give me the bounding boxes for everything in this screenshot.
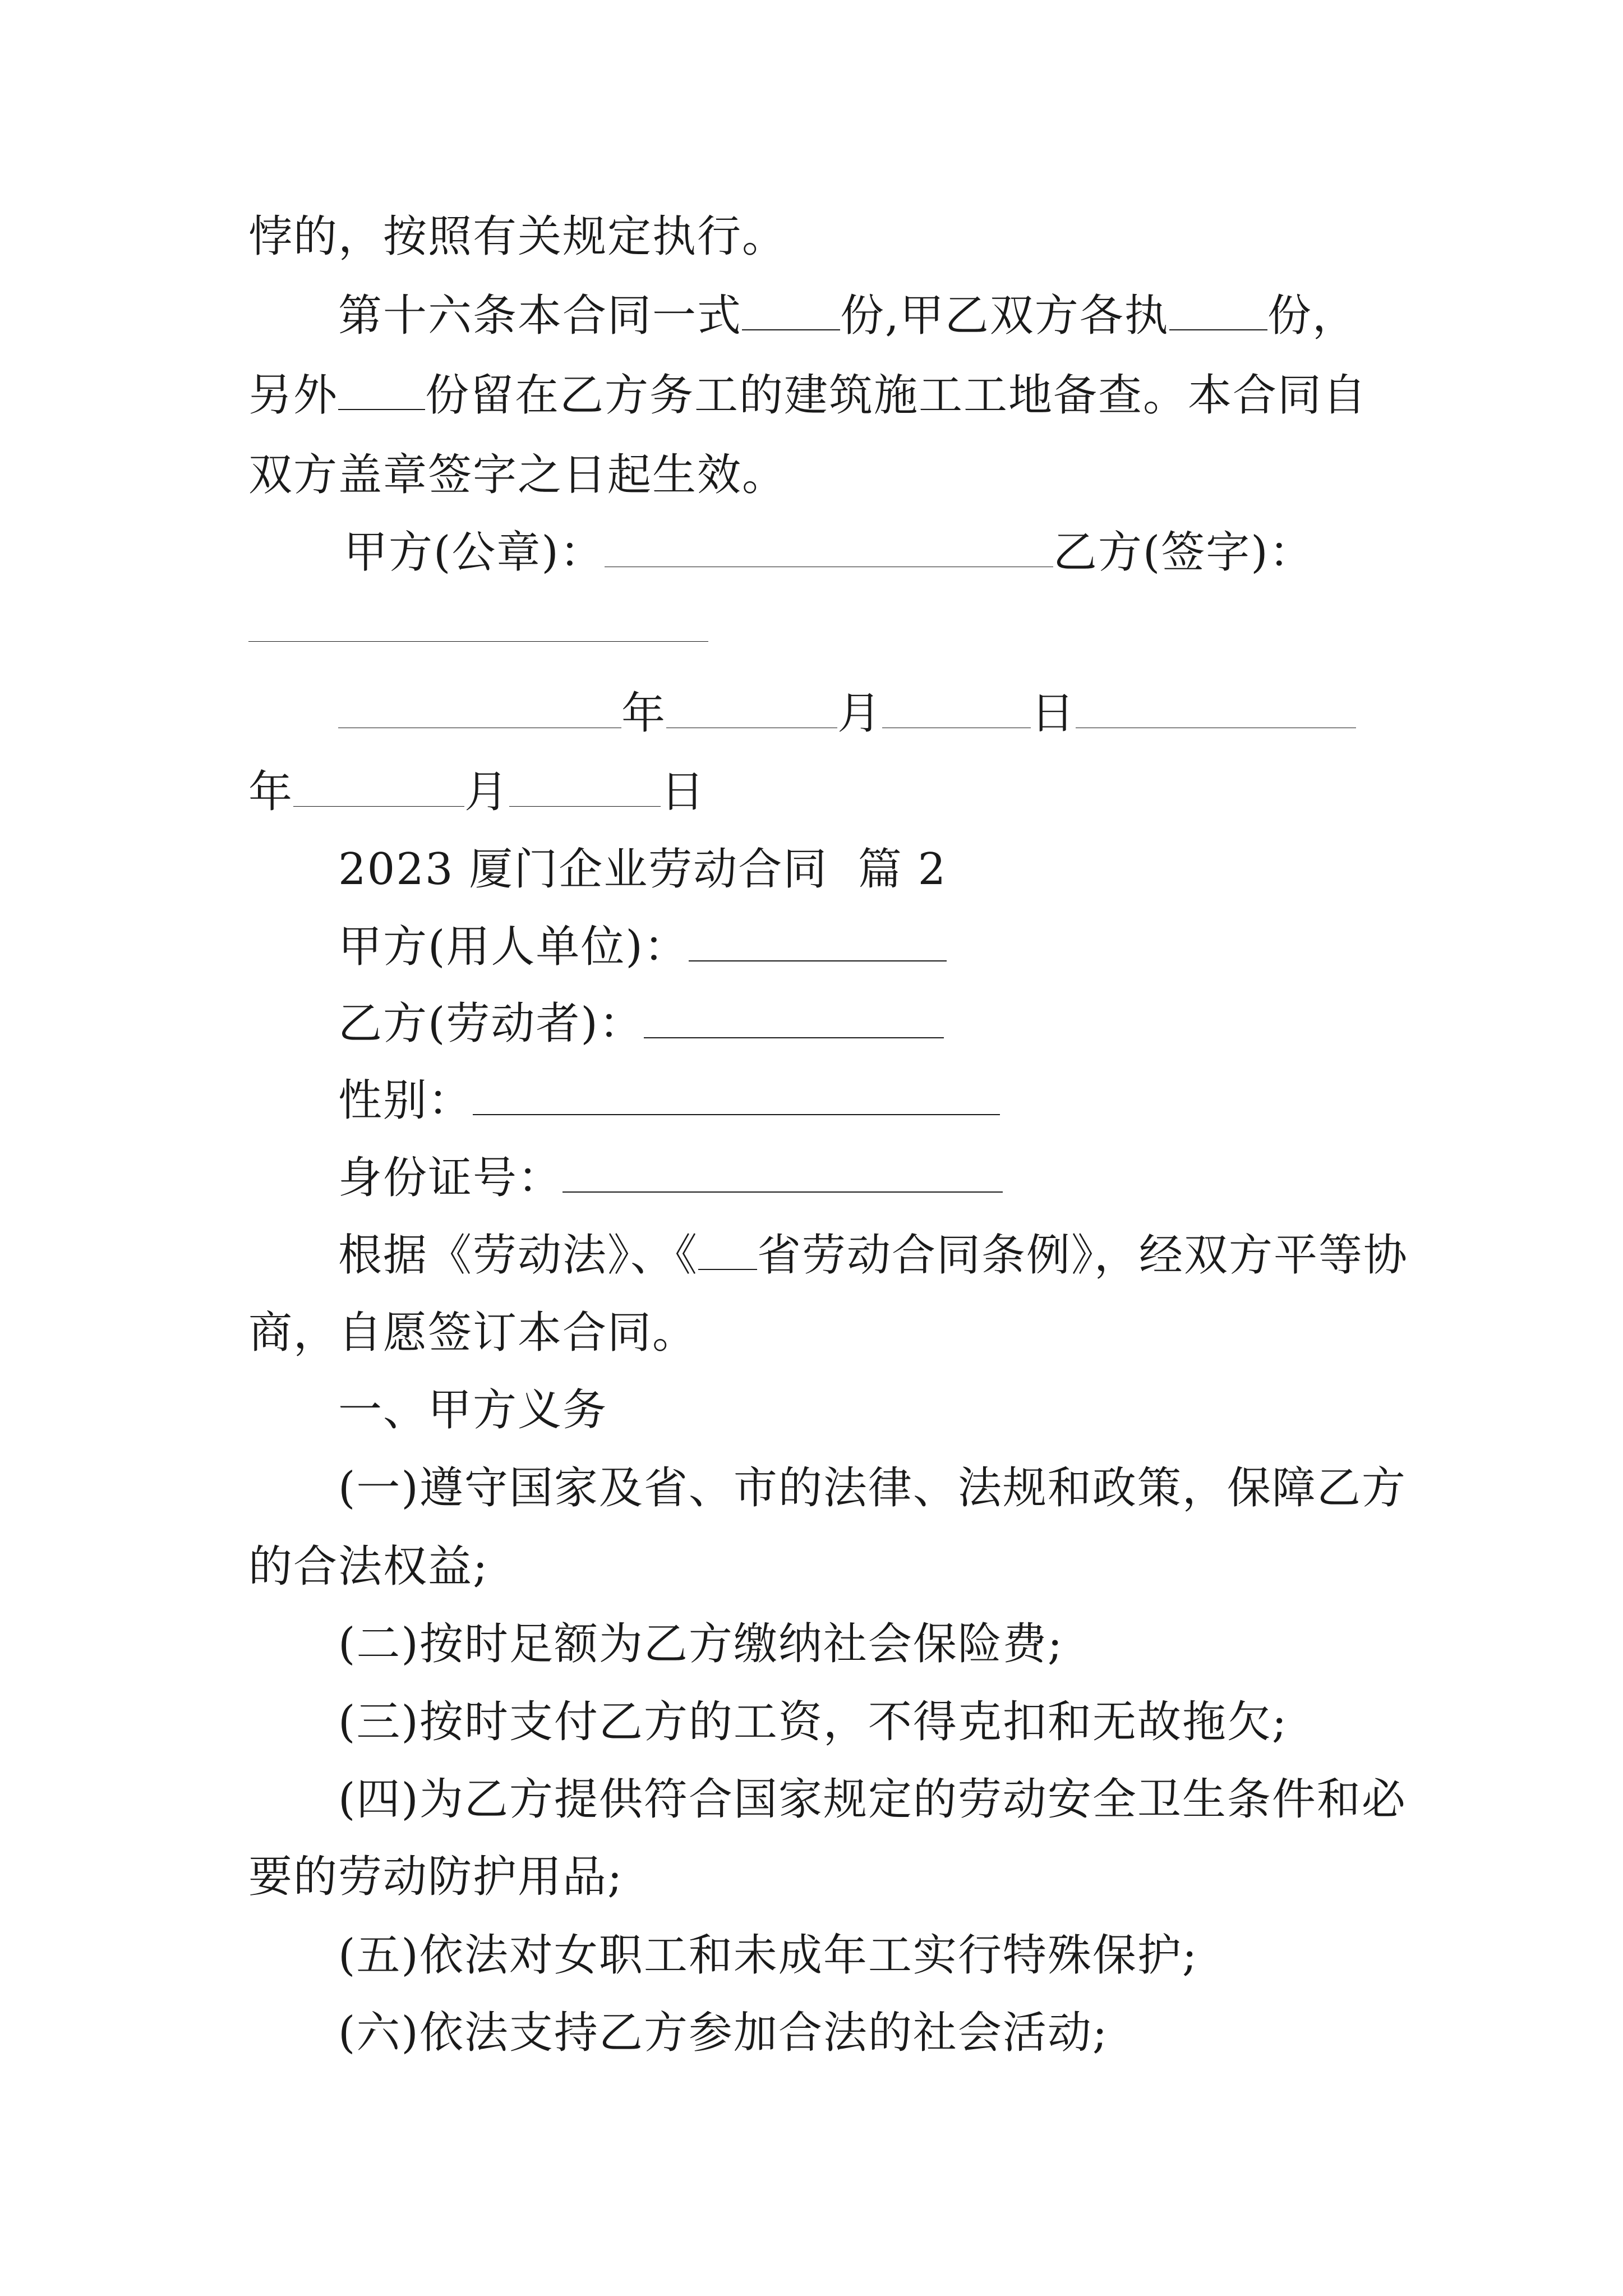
copies-site-blank[interactable] (338, 372, 425, 410)
worker-label: 乙方(劳动者)： (338, 999, 644, 1049)
text: (六)依法支持乙方参加合法的社会活动; (338, 2008, 1109, 2058)
month-blank-a[interactable] (666, 691, 837, 728)
paragraph-line (248, 209, 787, 265)
gender-label: 性别： (338, 1075, 473, 1126)
date-line-a (338, 685, 1356, 742)
text: 月 (837, 688, 883, 739)
section-heading (338, 1382, 607, 1438)
id-blank[interactable] (562, 1154, 1003, 1193)
month-blank-b[interactable] (293, 769, 464, 807)
text: 商，自愿签订本合同。 (248, 1308, 698, 1358)
text: 悖的，按照有关规定执行。 (248, 211, 787, 262)
worker-line (338, 996, 944, 1052)
text: (四)为乙方提供符合国家规定的劳动安全卫生条件和必 (338, 1774, 1407, 1825)
clause-16-line2 (248, 367, 1367, 424)
text: 另外 (248, 370, 339, 421)
id-line (338, 1150, 1003, 1206)
party-a-seal-blank[interactable] (605, 530, 1053, 567)
item-4-line2 (248, 1849, 623, 1905)
gender-blank[interactable] (473, 1077, 1000, 1115)
text: 双方盖章签字之日起生效。 (248, 450, 787, 500)
party-a-seal-label: 甲方(公章)： (344, 527, 605, 578)
year-blank-b[interactable] (1076, 691, 1356, 728)
worker-blank[interactable] (644, 1000, 944, 1038)
party-b-sign-blank[interactable] (248, 641, 708, 642)
copies-total-blank[interactable] (742, 292, 840, 330)
text: 的合法权益; (248, 1542, 489, 1592)
text: 一、甲方义务 (338, 1385, 608, 1435)
text: 份,甲乙双方各执 (840, 291, 1169, 341)
party-b-sign-label: 乙方(签字)： (1053, 527, 1314, 578)
text: 年 (248, 767, 294, 817)
text: (三)按时支付乙方的工资，不得克扣和无故拖欠; (338, 1697, 1288, 1747)
employer-line (338, 919, 947, 975)
item-3 (338, 1694, 1288, 1750)
text: 省劳动合同条例》，经双方平等协 (757, 1230, 1409, 1281)
gender-line (338, 1073, 1000, 1129)
heading-text: 2023 厦门企业劳动合同 篇 2 (338, 844, 947, 895)
text: 根据《劳动法》、《 (338, 1230, 699, 1281)
employer-label: 甲方(用人单位)： (338, 922, 689, 972)
text: 年 (621, 688, 667, 739)
day-blank-a[interactable] (882, 691, 1031, 728)
text: 第十六条本合同一式 (338, 291, 743, 341)
text: (二)按时足额为乙方缴纳社会保险费; (338, 1619, 1064, 1669)
text: 要的劳动防护用品; (248, 1852, 624, 1902)
item-4-line1 (338, 1772, 1407, 1828)
year-blank-a[interactable] (338, 691, 621, 728)
day-blank-b[interactable] (509, 769, 661, 807)
province-blank[interactable] (698, 1232, 757, 1270)
text: (五)依法对女职工和未成年工实行特殊保护; (338, 1930, 1198, 1981)
text: 月 (464, 767, 510, 817)
id-label: 身份证号： (338, 1153, 563, 1203)
intro-line1 (338, 1227, 1408, 1283)
date-line-b (248, 764, 706, 820)
text: 日 (661, 767, 706, 817)
item-5 (338, 1927, 1198, 1984)
contract-heading (338, 841, 947, 898)
clause-16-line3 (248, 447, 787, 503)
item-1-line1 (338, 1460, 1407, 1516)
signature-line (344, 524, 1314, 581)
item-2 (338, 1616, 1063, 1672)
employer-blank[interactable] (689, 923, 947, 961)
text: (一)遵守国家及省、市的法律、法规和政策，保障乙方 (338, 1463, 1407, 1513)
clause-16-line1 (338, 288, 1357, 344)
text: 日 (1031, 688, 1076, 739)
text: 份留在乙方务工的建筑施工工地备查。本合同自 (425, 370, 1368, 421)
item-6 (338, 2005, 1108, 2061)
copies-each-blank[interactable] (1169, 292, 1267, 330)
item-1-line2 (248, 1539, 488, 1595)
text: 份， (1267, 291, 1357, 341)
intro-line2 (248, 1305, 697, 1361)
